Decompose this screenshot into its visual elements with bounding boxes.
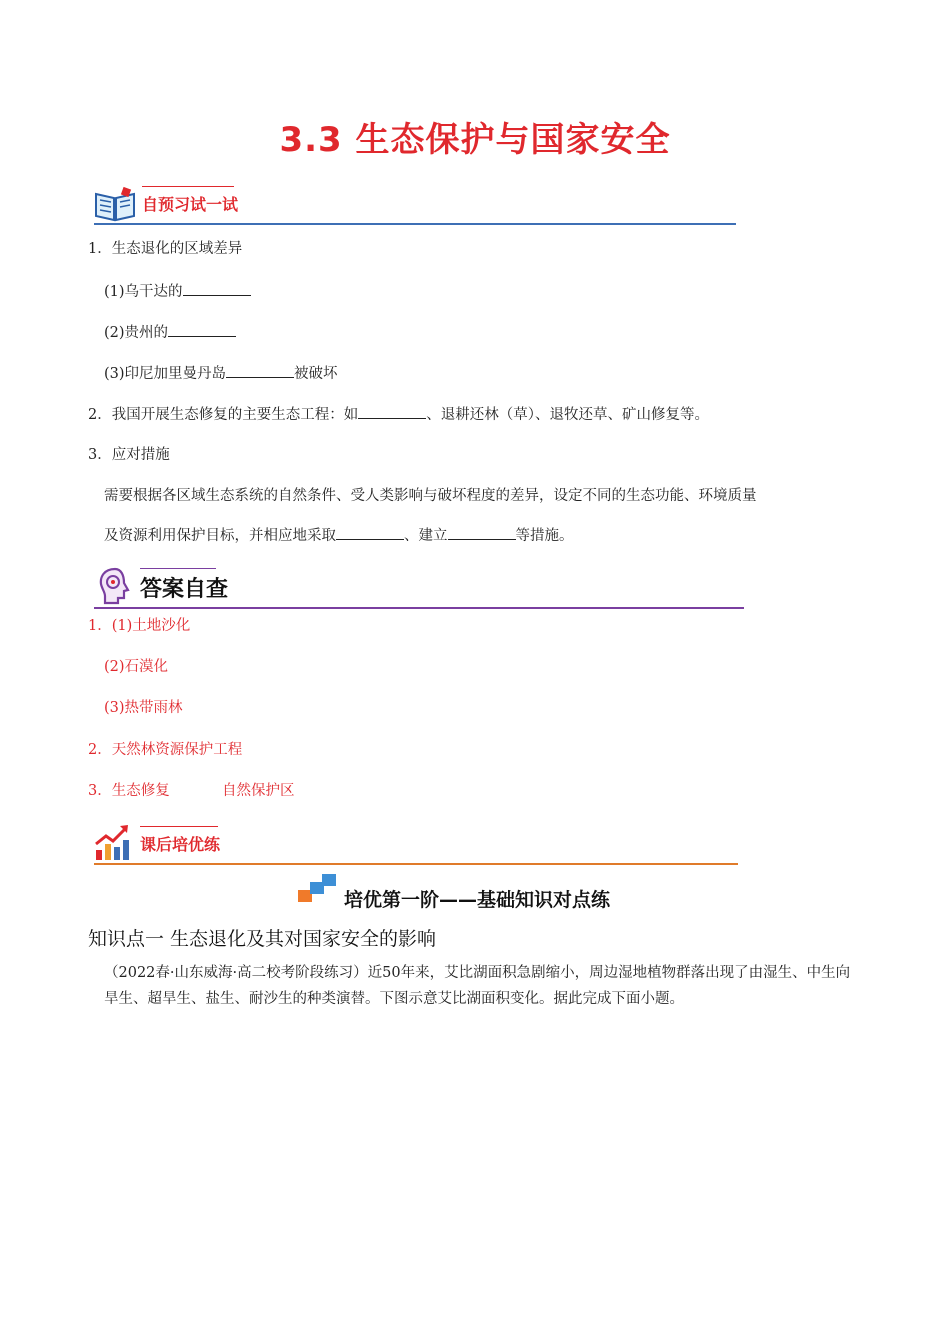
answers-label-overline [140, 568, 216, 569]
blank-line [226, 363, 294, 378]
blank-line [336, 525, 404, 540]
answer-1: 1．(1)土地沙化 [88, 618, 191, 634]
practice-section-title: 课后培优练 [140, 835, 221, 854]
answer-1-c: (3)热带雨林 [104, 700, 183, 716]
preview-q3: 3．应对措施 [88, 447, 170, 463]
tier-title: 培优第一阶——基础知识对点练 [344, 889, 611, 911]
head-gear-icon [96, 566, 134, 606]
preview-rule [94, 223, 736, 225]
preview-section-header [94, 184, 736, 228]
preview-section-title: 自预习试一试 [142, 195, 239, 214]
answers-section-header [94, 566, 744, 610]
question-stem: （2022春·山东威海·高二校考阶段练习）近50年来，艾比湖面积急剧缩小，周边湿地植物群落出现了由湿生、中生向旱生、超旱生、盐生、耐沙生的种类演替。下图示意艾比湖面积变化。据此完成下面小题。 [104, 965, 851, 1007]
stairs-icon [298, 872, 338, 904]
preview-q3-line2: 及资源利用保护目标，并相应地采取 、建立 等措施。 [104, 525, 574, 546]
answers-rule [94, 607, 744, 609]
practice-section-header [94, 822, 738, 866]
answers-section-title: 答案自查 [140, 577, 229, 602]
knowledge-point-title: 知识点一 生态退化及其对国家安全的影响 [88, 928, 437, 950]
practice-rule [94, 863, 738, 865]
blank-line [168, 322, 236, 337]
answer-3: 3．生态修复 [88, 783, 170, 799]
preview-q1-c: (3)印尼加里曼丹岛 被破坏 [104, 363, 338, 384]
blank-line [183, 281, 251, 296]
preview-q1-a: (1)乌干达的 [104, 281, 251, 302]
bar-chart-arrow-icon [94, 822, 132, 862]
answer-1-b: (2)石漠化 [104, 659, 169, 675]
page-title: 3.3 生态保护与国家安全 [279, 120, 671, 160]
preview-q1-b: (2)贵州的 [104, 322, 236, 343]
practice-label-overline [140, 826, 218, 827]
preview-q2: 2．我国开展生态修复的主要生态工程：如 、退耕还林（草）、退牧还草、矿山修复等。 [88, 404, 709, 425]
preview-q3-line1: 需要根据各区域生态系统的自然条件、受人类影响与破坏程度的差异，设定不同的生态功能、环境质量 [104, 488, 757, 504]
preview-label-overline [142, 186, 234, 187]
answer-2: 2．天然林资源保护工程 [88, 742, 243, 758]
blank-line [358, 404, 426, 419]
preview-q1: 1．生态退化的区域差异 [88, 241, 243, 257]
answer-3-b: 自然保护区 [222, 783, 295, 799]
open-book-icon [94, 186, 136, 222]
blank-line [448, 525, 516, 540]
